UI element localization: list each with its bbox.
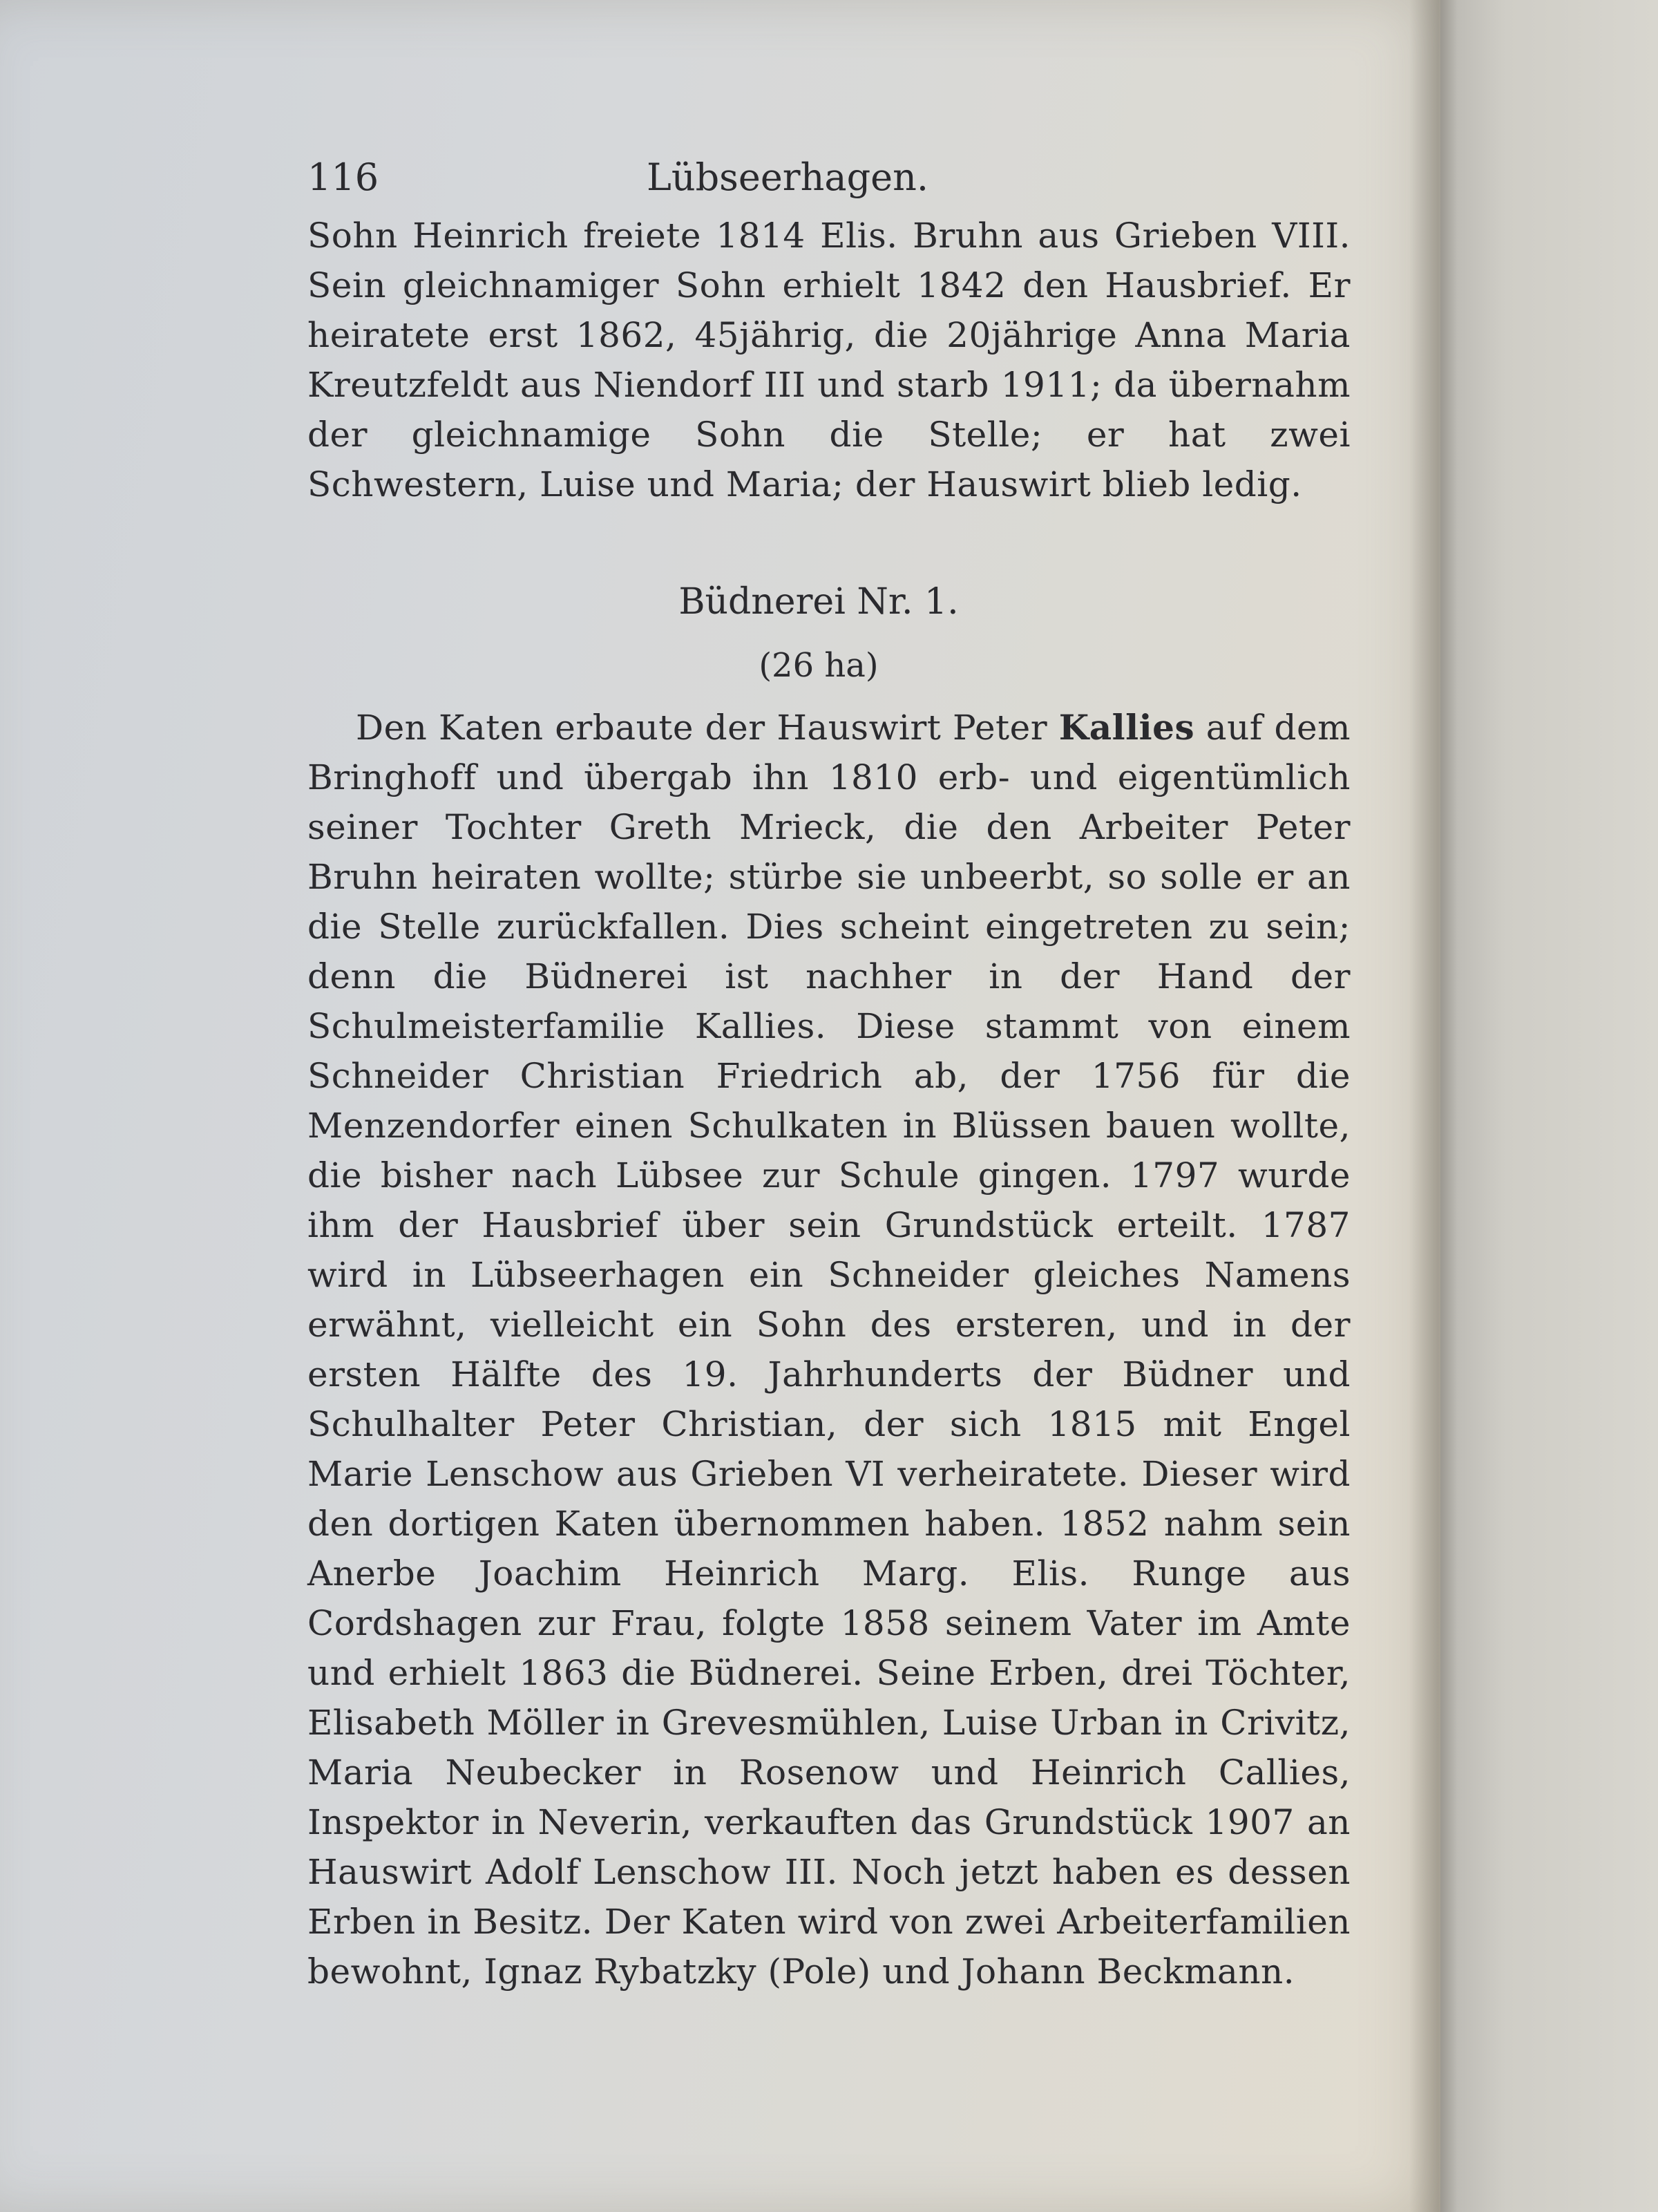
paragraph-continued: Sohn Heinrich freiete 1814 Elis. Bruhn aus Grieben VIII. Sein gleichnamiger Sohn erhielt 1842 den Hausbrief. Er heiratete erst 1862, 45jährig, die 20jährige Anna Maria Kreutzfeldt aus Niendorf III und starb 1911; da übernahm der gleichnamige Sohn die Stelle; er hat zwei Schwestern, Luise und Maria; der Hauswirt blieb ledig. [307,216,1351,504]
page-number: 116 [307,155,379,199]
surname-bold: Kallies [1058,707,1195,748]
paragraph-text-rest: auf dem Bringhoff und übergab ihn 1810 erb- und eigentümlich seiner Tochter Greth Mrieck, die den Arbeiter Peter Bruhn heiraten wollte; stürbe sie unbeerbt, so solle er an die Stelle zurückfallen. Dies scheint eingetreten zu sein; denn die Büdnerei ist nachher in der Hand der Schulmeisterfamilie Kallies. Diese stammt von einem Schneider Christian Friedrich ab, der 1756 für die Menzendorfer einen Schulkaten in Blüssen bauen wollte, die bisher nach Lübsee zur Schule gingen. 1797 wurde ihm der Hausbrief über sein Grundstück erteilt. 1787 wird in Lübseerhagen ein Schneider gleiches Namens erwähnt, vielleicht ein Sohn des ersteren, und in der ersten Hälfte des 19. Jahrhunderts der Büdner und Schulhalter Peter Christian, der sich 1815 mit Engel Marie Lenschow aus Grieben VI verheiratete. Dieser wird den dortigen Katen übernommen haben. 1852 nahm sein Anerbe Joachim Heinrich Marg. Elis. Runge aus Cordshagen zur Frau, folgte 1858 seinem Vater im Amte und erhielt 1863 die Büdnerei. Seine Erben, drei Töchter, Elisabeth Möller in Grevesmühlen, Luise Urban in Crivitz, Maria Neubecker in Rosenow und Heinrich Callies, Inspektor in Neverin, verkauften das Grundstück 1907 an Hauswirt Adolf Lenschow III. Noch jetzt haben es dessen Erben in Besitz. Der Katen wird von zwei Arbeiterfamilien bewohnt, Ignaz Rybatzky (Pole) und Johann Beckmann. [307,708,1351,1992]
page-header [307,149,1351,211]
adjacent-page-edge [1440,0,1658,2212]
section-subheading: (26 ha) [759,646,879,685]
section-paragraph [307,703,1351,1996]
page-content [307,149,1351,1996]
running-title: Lübseerhagen. [646,155,929,199]
paragraph-text-start: Den Katen erbaute der Hauswirt Peter [356,708,1059,748]
section-heading: Büdnerei Nr. 1. [678,581,959,623]
book-gutter-shadow [1409,0,1458,2212]
